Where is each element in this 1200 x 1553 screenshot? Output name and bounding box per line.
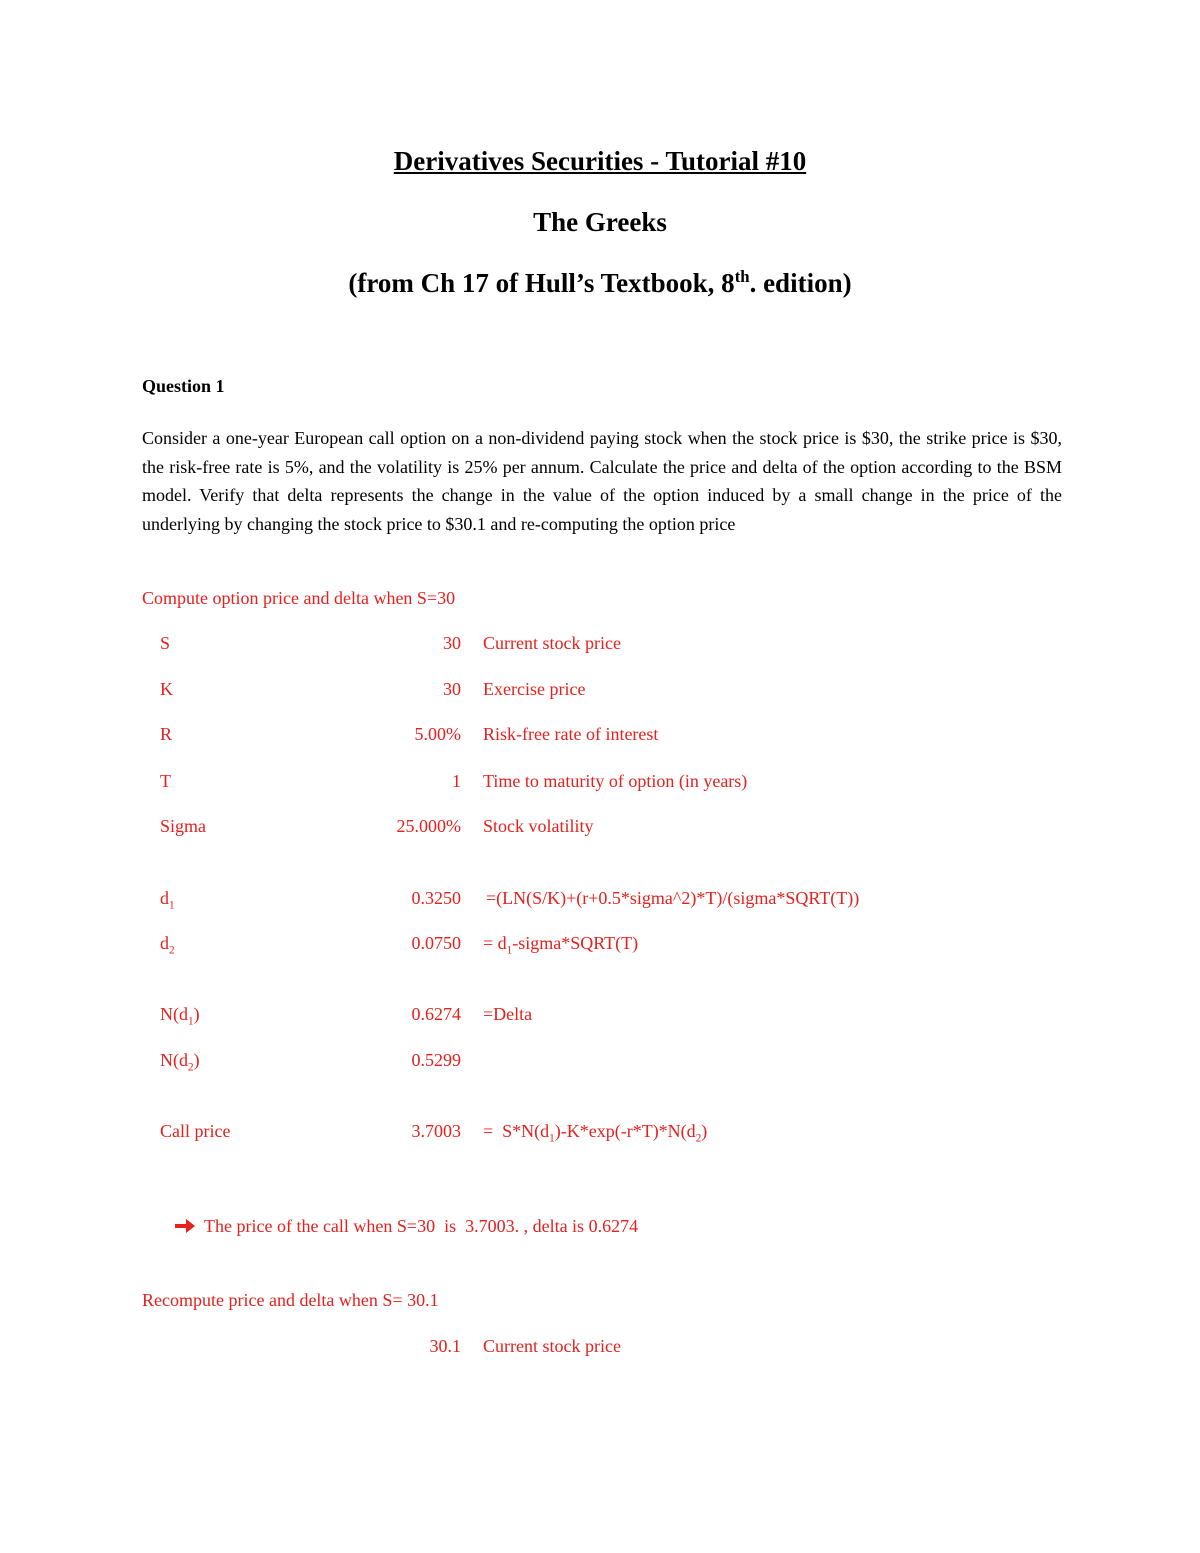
input-row-s-recompute [0, 1336, 1200, 1362]
conclusion-text: The price of the call when S=30 is 3.7003. , delta is 0.6274 [204, 1216, 639, 1236]
input-value: 5.00% [414, 724, 461, 744]
input-label: R [160, 724, 173, 744]
nd1-formula: =Delta [483, 1004, 533, 1024]
call-formula-sub2: 2 [695, 1132, 702, 1145]
call-formula-a: = S*N(d [483, 1121, 550, 1141]
input-row-s [0, 633, 1200, 659]
source-superscript: th [734, 267, 750, 286]
input-description: Time to maturity of option (in years) [483, 771, 748, 791]
input-label: T [160, 771, 171, 791]
d1-label [160, 888, 175, 912]
call-formula-b: )-K*exp(-r*T)*N(d [554, 1121, 696, 1141]
input-row-t [0, 771, 1200, 797]
input-row-sigma [0, 816, 1200, 842]
nd1-label-sub: 1 [188, 1015, 194, 1028]
input-description: Current stock price [483, 1336, 621, 1356]
d1-formula: =(LN(S/K)+(r+0.5*sigma^2)*T)/(sigma*SQRT(T)) [486, 888, 860, 908]
input-description: Risk-free rate of interest [483, 724, 659, 744]
input-label: K [160, 679, 173, 699]
nd2-label-b: ) [193, 1050, 200, 1070]
source-suffix: . edition) [749, 268, 852, 298]
d2-formula-b: -sigma*SQRT(T) [512, 933, 639, 953]
d2-label-text: d [160, 933, 169, 953]
d2-formula-a: = d [483, 933, 507, 953]
d2-formula [483, 933, 639, 957]
d1-label-text: d [160, 888, 169, 908]
source-prefix: (from Ch 17 of Hull’s Textbook, 8 [348, 268, 735, 298]
d2-label-sub: 2 [169, 944, 175, 957]
input-value: 30.1 [429, 1336, 461, 1356]
document-source [0, 266, 1200, 300]
right-arrow-icon [174, 1216, 204, 1237]
d2-row [0, 933, 1200, 959]
input-value: 30 [443, 633, 461, 653]
nd1-label [160, 1004, 200, 1028]
section2-label: Recompute price and delta when S= 30.1 [142, 1290, 439, 1310]
document-title: Derivatives Securities - Tutorial #10 [393, 146, 807, 176]
input-row-k [0, 679, 1200, 705]
question-heading: Question 1 [142, 376, 225, 396]
d1-label-sub: 1 [169, 899, 175, 912]
question-text: Consider a one-year European call option on a non-dividend paying stock when the stock price is $30, the strike price is $30, the risk-free rate is 5%, and the volatility is 25% per annum. Calculate the price and delta of the option according to the BSM model. Verify that delta represents the change in the value of the option induced by a small change in the price of the underlying by changing the stock price to $30.1 and re-computing the option price [142, 428, 1062, 534]
section1-label: Compute option price and delta when S=30 [142, 588, 456, 608]
input-description: Current stock price [483, 633, 621, 653]
call-formula-c: ) [701, 1121, 708, 1141]
input-row-r [0, 724, 1200, 750]
call-price-value: 3.7003 [411, 1121, 461, 1141]
input-label: S [160, 633, 171, 653]
d2-formula-sub: 1 [506, 944, 513, 957]
nd2-value: 0.5299 [411, 1050, 461, 1070]
input-description: Stock volatility [483, 816, 594, 836]
nd1-label-b: ) [193, 1004, 200, 1024]
input-value: 25.000% [396, 816, 461, 836]
d1-row [0, 888, 1200, 914]
nd1-value: 0.6274 [411, 1004, 461, 1024]
input-description: Exercise price [483, 679, 586, 699]
call-price-formula [483, 1121, 708, 1145]
input-value: 30 [443, 679, 461, 699]
call-formula-sub1: 1 [549, 1132, 555, 1145]
conclusion-line [174, 1216, 638, 1237]
call-price-label: Call price [160, 1121, 231, 1141]
call-price-row [0, 1121, 1200, 1147]
nd2-row [0, 1050, 1200, 1076]
d2-label [160, 933, 175, 957]
input-value: 1 [452, 771, 461, 791]
nd1-label-a: N(d [160, 1004, 188, 1024]
d2-value: 0.0750 [411, 933, 461, 953]
nd2-label-sub: 2 [188, 1061, 194, 1074]
nd2-label [160, 1050, 200, 1074]
nd1-row [0, 1004, 1200, 1030]
document-subtitle: The Greeks [533, 207, 667, 237]
nd2-label-a: N(d [160, 1050, 188, 1070]
d1-value: 0.3250 [411, 888, 461, 908]
input-label: Sigma [160, 816, 207, 836]
